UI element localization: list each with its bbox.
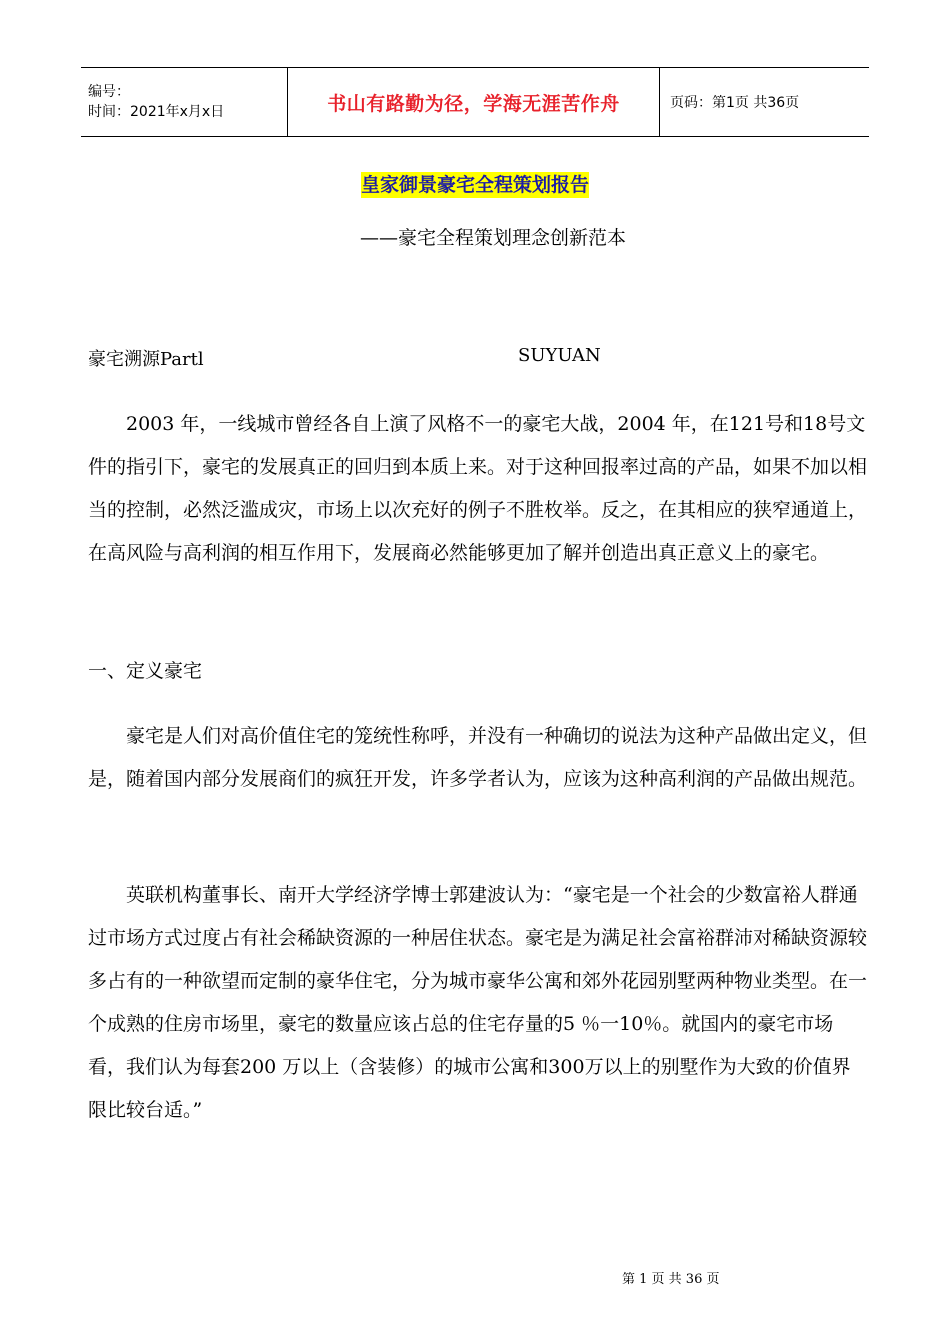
document-date: 时间：2021年x月x日 — [88, 104, 225, 120]
page-footer: 第 1 页 共 36 页 — [622, 1272, 720, 1287]
title-wrap — [0, 170, 950, 197]
header-meta — [81, 68, 288, 136]
section-title-en: SUYUAN — [518, 345, 601, 366]
heading-define-luxury: 一、定义豪宅 — [88, 660, 203, 682]
document-header — [81, 67, 869, 137]
header-page-info-cell — [660, 68, 869, 136]
report-subtitle: ——豪宅全程策划理念创新范本 — [360, 227, 627, 249]
paragraph-intro: 2003 年，一线城市曾经各自上演了风格不一的豪宅大战，2004 年，在121号和18号文件的指引下，豪宅的发展真正的回归到本质上来。对于这种回报率过高的产品，如果不加以相当的控制，必然泛滥成灾，市场上以次充好的例子不胜枚举。反之，在其相应的狭窄通道上，在高风险与高利润的相互作用下，发展商必然能够更加了解并创造出真正意义上的豪宅。 — [88, 413, 868, 564]
header-page-info: 页码：第1页 共36页 — [670, 95, 800, 111]
section-heading — [88, 345, 858, 371]
section-title-cn: 豪宅溯源Partl — [88, 349, 204, 370]
report-title: 皇家御景豪宅全程策划报告 — [360, 174, 589, 196]
header-motto-cell — [288, 68, 660, 136]
header-motto: 书山有路勤为径，学海无涯苦作舟 — [327, 92, 620, 115]
document-number-label: 编号： — [88, 84, 130, 100]
paragraph-quote: 英联机构董事长、南开大学经济学博士郭建波认为：“豪宅是一个社会的少数富裕人群通过市场方式过度占有社会稀缺资源的一种居住状态。豪宅是为满足社会富裕群沛对稀缺资源较多占有的一种欲望而定制的豪华住宅，分为城市豪华公寓和郊外花园别墅两种物业类型。在一个成熟的住房市场里，豪宅的数量应该占总的住宅存量的5 ％一10％。就国内的豪宅市场看，我们认为每套200 万以上（含装修）的城市公寓和300万以上的别墅作为大致的价值界限比较台适。” — [88, 884, 868, 1121]
paragraph-definition: 豪宅是人们对高价值住宅的笼统性称呼，并没有一种确切的说法为这种产品做出定义，但是，随着国内部分发展商们的疯狂开发，许多学者认为，应该为这种高利润的产品做出规范。 — [88, 725, 868, 790]
